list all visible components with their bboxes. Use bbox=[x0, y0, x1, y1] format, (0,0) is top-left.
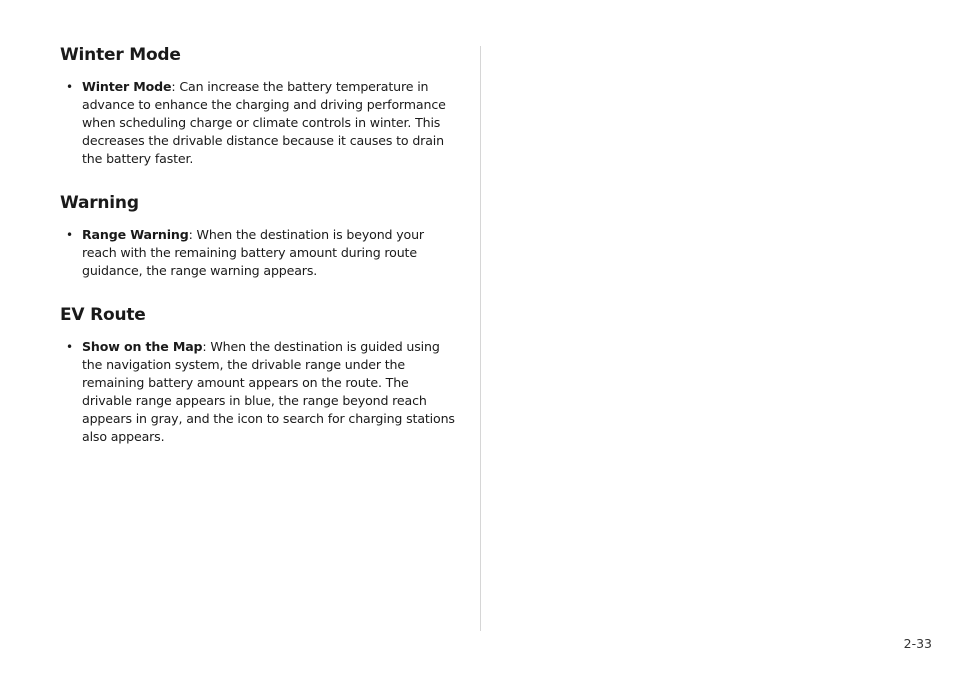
bullet-item bbox=[60, 226, 460, 280]
section-warning bbox=[60, 192, 460, 280]
bullet-term: Show on the Map bbox=[82, 339, 203, 354]
column-divider bbox=[480, 46, 481, 631]
bullet-item bbox=[60, 338, 460, 446]
section-heading: Warning bbox=[60, 193, 139, 213]
bullet-text: : Can increase the battery temperature in advance to enhance the charging and driving performance when scheduling charge or climate controls in winter. This decreases the drivable distance because it causes to drain the battery faster. bbox=[82, 79, 446, 166]
section-winter-mode bbox=[60, 44, 460, 168]
bullet-text: : When the destination is beyond your reach with the remaining battery amount during route guidance, the range warning appears. bbox=[82, 227, 424, 278]
section-heading: EV Route bbox=[60, 305, 146, 325]
section-ev-route bbox=[60, 304, 460, 446]
bullet-dot: • bbox=[66, 340, 73, 354]
left-column bbox=[60, 44, 460, 470]
bullet-text: : When the destination is guided using the navigation system, the drivable range under the remaining battery amount appears on the route. The drivable range appears in blue, the range beyond reach appears in gray, and the icon to search for charging stations also appears. bbox=[82, 339, 455, 444]
bullet-term: Winter Mode bbox=[82, 79, 172, 94]
bullet-item bbox=[60, 78, 460, 168]
bullet-term: Range Warning bbox=[82, 227, 189, 242]
bullet-dot: • bbox=[66, 228, 73, 242]
bullet-dot: • bbox=[66, 80, 73, 94]
section-heading: Winter Mode bbox=[60, 45, 181, 65]
page-number: 2-33 bbox=[903, 636, 932, 651]
